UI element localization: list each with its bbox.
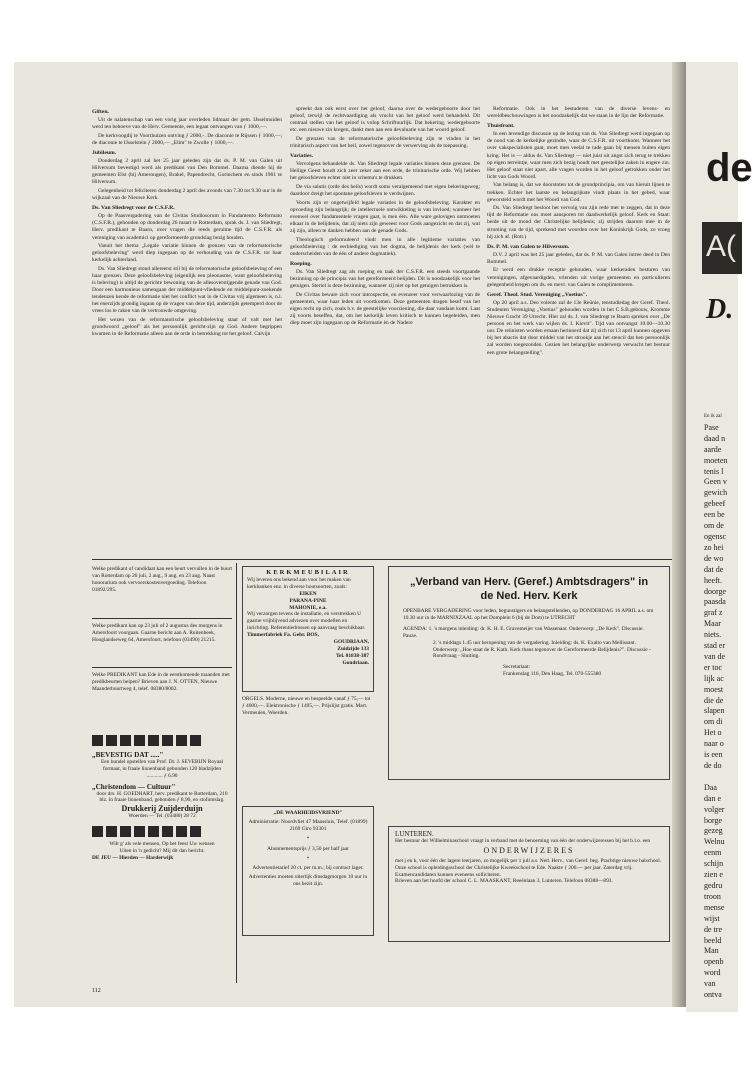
ad-text: ORGELS. Moderne, nieuwe en bespeelde vanaf ƒ 75,— tot ƒ 4000,—. Elektronische ƒ 1495,—. Prijslijst gratis. Mart. Vermeulen, Woerden. xyxy=(242,696,371,716)
text-line: mense xyxy=(704,902,725,912)
text-line: Welnu xyxy=(704,837,725,847)
heading-voetius: Geref. Theol. Stud. Vereniging „Voetius". xyxy=(487,291,588,298)
text-line: En ik zal xyxy=(704,414,722,419)
text-line: de tre xyxy=(704,924,722,934)
paragraph: D.V. 2 april was het 25 jaar geleden, dat ds. P. M. van Galen intree deed in Den Bommel. xyxy=(487,251,670,265)
text-line: Geen v xyxy=(704,477,727,487)
headline-fragment: de xyxy=(706,146,753,190)
text-line: gezeg xyxy=(704,826,723,836)
text-line: moest xyxy=(704,684,724,694)
text-line: zien e xyxy=(704,870,723,880)
ad-subscription: Abonnementsprijs ƒ 3,50 per half jaar xyxy=(267,845,349,852)
ad-orgels xyxy=(242,696,374,717)
ad-text: Brieven aan het hoofd der school C. L. MAASKANT, Reeënlaan 3, Lunteren. Telefoon 08388—893. xyxy=(395,878,613,885)
drukkerij-name: Drukkerij Zuijderduijn xyxy=(121,804,203,814)
ad-text: Het bestuur der Wilhelminaschool vraagt in verband met de benoeming van één der onderwijzeressen bij het b.l.o. een xyxy=(395,837,651,844)
heading-jubileum: Jubileum. xyxy=(92,149,117,156)
text-line: van de xyxy=(704,651,726,661)
paragraph: Reformatie. Ook in het bestuderen van de diverse levens- en wereldbeschouwingen is het noodzakelijk dat we staan in de lijn der Reformatie. xyxy=(487,106,670,120)
heading-giften: Giften. xyxy=(92,109,109,115)
ad-kerkmeubilair xyxy=(242,566,374,692)
text-line: lijk ac xyxy=(704,673,724,683)
text-line: gebeef xyxy=(704,499,726,509)
ad-firm-address: GOUDRIAAN, Zuidzijde 133 Tel. 01838-387 Goudriaan. xyxy=(333,639,369,666)
ad-divider xyxy=(92,667,232,668)
text-line: dat de xyxy=(704,564,724,574)
text-line: word xyxy=(704,968,721,978)
text-line: heeft. xyxy=(704,575,722,585)
ad-title: KERKMEUBILAIR xyxy=(266,569,350,576)
text-line: borge xyxy=(704,815,723,825)
text-line: daad n xyxy=(704,433,726,443)
paragraph: Het wezen van de reformatorische geloofsbeleving staat of valt met het grondwoord „geloof" als het persoonlijk gericht-zijn op God. Andere begrippen kwamen in de Reformatie alleen aan de orde in betrekking tot het geloof. Calvijn xyxy=(92,317,282,338)
ad-admin: Administratie: Noordvliet 47 Maassluis, Telef. (01899) 2169 Giro 93301 xyxy=(248,818,368,832)
ad-lunteren xyxy=(388,826,670,942)
page-gutter xyxy=(672,62,686,1007)
secretariat-label: Secretariaat: xyxy=(503,664,530,671)
text-line: troon xyxy=(704,891,721,901)
ad-verband xyxy=(388,566,670,780)
ad-title: „DE WAARHEIDSVRIEND" xyxy=(273,810,343,816)
text-line: schijn xyxy=(704,859,724,869)
text-line: Pase xyxy=(704,422,719,432)
ad-predikant-2 xyxy=(92,623,232,644)
poem-ad-text: Wilt g' als vele mensen, Op het feest Uw wensen Uiten in 'n gedicht? Mij dit dan bericht. xyxy=(109,841,215,855)
secretariat-address: Frankenslag 116, Den Haag, Tel. 070-555380 xyxy=(503,671,602,678)
paragraph: Gelegenheid tot feliciteren donderdag 2 april des avonds van 7.30 tot 9.30 uur in de wijkzaal van de Nieuwe Kerk. xyxy=(92,187,282,202)
text-line: aarde xyxy=(704,444,722,454)
section-divider xyxy=(92,559,672,560)
text-line: graf z xyxy=(704,608,723,618)
text-line xyxy=(704,772,744,783)
right-page-text-lines xyxy=(704,412,744,1001)
book-title-christendom: „Christendom — Cultuur" xyxy=(92,782,176,791)
paragraph: Ds. Van Sliedregt besloot het vervolg van zijn rede met te zeggen, dat in deze tijd de Reformatie ons moet aansporen tot daadwerkelijk geloof. Kerk en Staat: beide uit de mond der Christelijke belijdenis; zij strijden daarom mee in de stroming van de tijd, sprekend met woorden over het Koninkrijk Gods, zo vroeg hij zich af. (Rott.) xyxy=(487,205,670,240)
paragraph: Theologisch geformuleerd vindt men in alle legitieme variaties van geloofsbeleving : de eerbiediging van het dogma, de belijdenis der kerk (wèl te onderscheiden van de één of andere dogmatiek). xyxy=(290,236,480,257)
text-line: een be xyxy=(704,510,725,520)
decorative-squares xyxy=(92,826,232,837)
ad-title: „Verband van Herv. (Geref.) Ambtsdragers" in de Ned. Herv. Kerk xyxy=(409,576,649,602)
text-line: om de xyxy=(704,521,724,531)
book-title-bevestig: „BEVESTIG DAT ....." xyxy=(92,751,164,759)
text-line: openb xyxy=(704,957,724,967)
paragraph: Ds. Van Sliedregt stond allereerst stil bij de reformatorische geloofsbeleving of een haar grenzen. Deze geloofsbeleving (eigenlijk een pleonasme, want geloofsbeleving is beleving) is altijd de gerichte bewoning van de allesoverstijgende genade van God. Door een harmonieus samengaan der middelpunt-vliedende en middelpunt-zoekende tendenzen kende de reformatie niet het conflict wat in de Civitas vrij algemeen is, n.l. het enerzijds grondig ingaan op de vragen van deze tijd, anderzijds getemperd door de vrees los te raken van de vertrouwde omgeving. xyxy=(92,265,282,315)
ad-text: Wij verzorgen tevens de installatie, en verstrekken U gaarne vrijblijvend adviezen over modellen en inrichting. Referentiedrossen op aanvraag beschikbaar. xyxy=(247,611,366,632)
paragraph: In een levendige discussie op de lezing van ds. Van Sliedregt werd ingegaan op de nood van de kerkelijke gezindte, waar de C.S.F.R. uit voortkomt. Wanneer het over vakspecialisten gaat, moet men veelal te rade gaan bij mensen buiten eigen kring. Het is — aldus ds. Van Sliedregt — niet juist uit angst zich terug te trekken op eigen terreintje, waar men zich bezig houdt met geestelijke zaken in engere zin. Het geloof staat niet apart, alle vragen worden in het geloof getrokken onder het licht van Gods Woord. xyxy=(487,131,670,180)
text-line: zo hei xyxy=(704,542,724,552)
banner-text-fragment: A( xyxy=(706,230,736,263)
text-line: om di xyxy=(704,717,723,727)
text-line: de do xyxy=(704,761,722,770)
text-line: beeld xyxy=(704,935,722,945)
text-line: gedru xyxy=(704,880,723,890)
text-line: Maar xyxy=(704,619,721,629)
heading-variaties: Variaties. xyxy=(290,153,314,160)
text-line: tenis l xyxy=(704,466,724,476)
paragraph: Vervolgens behandelde ds. Van Sliedregt legale variaties binnen deze grenzen. De Heilige Geest houdt zich zeer zeker aan een orde, de trinitarische orde. Wij hebben het geloofsleven echter niet in schema's te drukken. xyxy=(290,161,480,182)
article-column-1 xyxy=(92,106,282,340)
paragraph: Op 20 april a.s. Deo volente zal de 13e Reünie, tenstudiedag der Geref. Theol. Studenten Vereniging „Voetius" gehouden worden in het C.S.B.gebouw, Kromme Nieuwe Gracht 39 Utrecht. Hier zal ds. J. van Sliedregt te Baarn spreken over „De persoon en het werk van wijlen ds. I. Kievit". Tijd van ontvangst 10.00—10.30 uur. De reünisten worden ernaan herinnerd dat zij zich tot 13 april kunnen opgeven bij het abactis dat door middel van het strookje aan het stencil dat hen persoonlijk zal worden toegezonden. Gezien het belangrijke onderwerp verwacht het bestuur een grote belangstelling". xyxy=(487,299,670,356)
text-line: moeten xyxy=(704,455,728,465)
text-line: naar o xyxy=(704,739,724,749)
text-line: van xyxy=(704,979,716,989)
decorative-squares xyxy=(92,735,232,746)
ad-waarheidsvriend: „DE WAARHEIDSVRIEND" Administratie: Noordvliet 47 Maassluis, Telef. (01899) 2169 Giro 93301 * Abonnementsprijs ƒ 3,50 per half jaar * Advertentietarief 20 ct. per m.m.; bij contract lager. Advertenties moeten uiterlijk dinsdagmorgen 10 uur in ons bezit zijn. xyxy=(242,806,374,936)
paragraph: Donderdag 2 april zal het 25 jaar geleden zijn dat ds. P. M. van Galen uit Hilversum bevestigd werd als predikant van Den Bommel. Daarna diende hij de gemeenten Elst (bij Amerongen), Brakel, Papendrecht, Gorinchem en sinds 1961 te Hilversum. xyxy=(92,158,282,186)
ad-text: met j en k, voor één der lagere leerjaren, zo mogelijk per 1 juli a.s. Ned. Herv., van Geref. beg. Prachtige nieuwe halschool. Onze school is opleidingsschool der Christelijke Kweekschool te Ede. Naakte ƒ 200.— per jaar. Zaterdag vrij. Examencandidaten kunnen eveneens solliciteren. xyxy=(395,857,662,878)
text-line: niets. xyxy=(704,630,722,640)
heading-van-sliedregt: Ds. Van Sliedregt voor de C.S.F.R. xyxy=(92,205,175,212)
paragraph: Uit de nalatenschap van een vorig jaar overleden lidmaat der gem. IJsselmuiden werd ten behoeve van de Herv. Gemeente, een legaat ontvangen van ƒ 1000,—. xyxy=(92,117,282,131)
text-line: de wo xyxy=(704,553,724,563)
text-line: dan e xyxy=(704,793,722,803)
ad-text: Welke predikant of candidaat kan een beurt vervullen in de buurt van Rotterdam op 26 juli, 2 aug., 9 aug. en 23 aug. Naast honorarium ook vervoerskostenvergoeding. Telefoon 01892/295. xyxy=(92,566,232,593)
ad-predikant-3 xyxy=(92,672,232,693)
text-line: Het o xyxy=(704,728,722,738)
ad-predikant-1 xyxy=(92,566,232,594)
text-line: wijst xyxy=(704,913,720,923)
poem-ad-signature: DE JEU — Hierden — Harderwijk xyxy=(92,854,174,861)
text-line: slapen xyxy=(704,706,725,716)
paragraph: Er werd een drukke receptie gehouden, waar kerkeraden besturen van verenigingen, afgevaardigden, vrienden uit vorige gemeenten en particulieren gelegenheid kregen om ds. en mevr. van Galen te complimenteren. xyxy=(487,267,670,288)
paragraph: Van belang is, dat we doorstoten tot de grondprincipia, om van hieruit lijnen te trekken. Echter het laatste en belangrijkste vindt plaats in het gebed, waar geworsteld wordt met het Woord van God. xyxy=(487,182,670,203)
paragraph: Ds. Van Sliedregt zag als roeping en taak der C.S.F.R. een steeds voortgaande bezinning op de principia van het gereformeerd belijden. Dit is noodzakelijk voor het getuigen. Steriel is deze bezinning, wanneer zij niet op het getuigen betrokken is. xyxy=(290,268,480,290)
paragraph: Voorts zijn er ongetwijfeld legale variaties in de geloofsbeleving. Karakter en opvoeding zijn belangrijk; de intellectuele ontwikkeling is van invloed; wanneer het evenwel over fundamentele vragen gaat, is men één. Alle ware gelovigen ontmoeten elkaar in de belijdenis, dat zij niets zijn geweest voor Gods aangezicht en dat zij, wat zij zijn, alleen te danken hebben aan de genade Gods. xyxy=(290,199,480,234)
ad-wood-list: EIKEN PARANA-PINE MAHONIE, e.a. xyxy=(289,590,327,611)
ad-text: Welke predikant kan op 23 juli of 2 augustus des morgens in Amersfoort voorgaan. Gaarne bericht aan A. Ruitenbeek, Hooglandseweg 64, Amersfoort, telefoon (03490) 21215. xyxy=(92,623,223,643)
text-line: paasda xyxy=(704,597,726,607)
heading-roeping: Roeping. xyxy=(290,260,312,267)
paragraph: De Civitas beware zich voor introspectie, en evenzeer voor verwaarlozing van de gemeenten, waar haar leden uit voortkomen. Deze gemeenten dragen besef van het eigen recht op zich, zoals b.v. de geestelijke voorziening, die daar vandaan komt. Laat zij voorts beseffen, dat, om het kerkelijk leven kritisch te kunnen begeleiden, men diep moet zijn ingegaan op de Reformatie èn de Nadere xyxy=(290,291,480,327)
ad-job-title: ONDERWIJZERES xyxy=(483,845,575,855)
text-line: er toc xyxy=(704,662,722,672)
agenda-item-1: AGENDA: 1. 's morgens inleiding: dr. K. H. E. Gravemeijer van Wassenaar. Onderwerp: „De Kerk". Discussie. Pauze. xyxy=(403,625,644,639)
ad-deadline: Advertenties moeten uiterlijk dinsdagmorgen 10 uur in ons bezit zijn. xyxy=(248,874,368,888)
article-column-3 xyxy=(487,106,670,358)
ad-bookshop xyxy=(92,732,232,862)
text-line: ogensc xyxy=(704,531,727,541)
drukkerij-address: Woerden — Tel. (03480) 28 72 xyxy=(128,813,196,820)
text-line: eenm xyxy=(704,848,722,858)
article-column-2 xyxy=(290,106,480,329)
paragraph: De kerkvoogdij te Voorthuizen ontving ƒ 2000,-. De diaconie te Rijssen ƒ 1000,—; de diaconie te IJsselstein ƒ 2000,— „Elim" te Zwolle ƒ 1000,—. xyxy=(92,132,282,146)
paragraph: De via salutis (orde des heils) wordt soms veralgemeend met eigen bekeringsweg; daardoor dreigt het spontane geloofsleven te verdwijnen. xyxy=(290,183,480,198)
script-headline-fragment: D. xyxy=(706,294,734,325)
ad-firm: Timmerfabriek Fa. Gebr. BOS, xyxy=(247,632,319,639)
column-divider xyxy=(236,563,237,983)
agenda-item-2: 2. 's middags 1.45 uur heropening van de vergadering. Inleiding: ds. K. Exalto van Mellissant. Onderwerp: „Hoe staat de R. Kath. Kerk thans tegenover de Gereformeerde Belijdenis?". Discussie - Rondvraag - Sluiting. xyxy=(433,639,651,660)
book-text-christendom: door drs. H. GOEDHART, herv. predikant te Rotterdam, 210 blz. in fraaie linnenband, gebonden ƒ 8,90, en stofomslag. xyxy=(96,790,228,804)
text-line: volger xyxy=(704,804,725,814)
ad-divider xyxy=(92,618,232,619)
text-line: ontva xyxy=(704,990,722,1000)
heading-thuisfront: Thuisfront. xyxy=(487,123,515,130)
text-line: stad er xyxy=(704,641,726,651)
ad-place: LUNTEREN. xyxy=(395,830,434,838)
heading-van-galen: Ds. P. M. van Galen te Hilversum. xyxy=(487,243,570,250)
ad-intro: OPENBARE VERGADERING voor leden, begunstigers en belangstellenden, op DONDERDAG 16 APRIL a.s. om 10.30 uur in de MARNIXZAAL op het Domplein 6 (bij de Dom) te UTRECHT xyxy=(403,608,654,621)
ad-text: Wij leveren ons bekend aan voor het maken van kerkbanken enz. in diverse houtsoorten, zoals: xyxy=(247,576,351,590)
paragraph: spreekt dan ook eerst over het geloof, daarna over de wedergeboorte door het geloof, terwijl de rechtvaardiging als vrucht van het geloof werd behandeld. Dit centraal stellen van het geloof is volop Schriftuurlijk. Dat bekering, wedergeboorte etc. een nieuwe zin kregen, dankt men aan een devaluatie van het woord geloof. xyxy=(290,106,480,134)
text-line: gewich xyxy=(704,488,728,498)
page-number: 112 xyxy=(92,988,101,994)
ad-advert-rate: Advertentietarief 20 ct. per m.m.; bij contract lager. xyxy=(252,865,364,872)
text-line: die de xyxy=(704,695,724,705)
ad-text: Welke PREDIKANT kan Ede in de eerstkomende maanden met predikbeurten helpen? Brieven aan J. N. OTTEN, Nieuwe Maanderbuurtweg 4, telef. 08380/8002. xyxy=(92,672,230,692)
right-page xyxy=(686,62,753,1012)
text-line: Daa xyxy=(704,782,717,792)
text-line: Man xyxy=(704,946,719,956)
paragraph: De grenzen van de reformatorische geloofsbeleving zijn te vinden in het trinitarisch aspect van het heil, zowel tegenover de verwerving als de toepassing. xyxy=(290,135,480,149)
paragraph: Vanuit het thema „Legale variatie binnen de grenzen van de reformatorische geloofsbeleving" werd diep ingegaan op de verhouding van de C.S.F.R. tot haar kerkelijk achterland. xyxy=(92,243,282,264)
book-text-bevestig: Een bundel opstellen van Prof. Dr. J. SEVERIJN Royaal formaat, in fraaie linnenband gebonden 120 bladzijden ............ ƒ 6.90 xyxy=(100,758,224,779)
paragraph: Op de Paasvergadering van de Civitas Studiosorum in Fundamento Reformato (C.S.F.R.), gehouden op donderdag 26 maart te Rotterdam, sprak ds. J. van Sliedregt, Herv. predikant te Baarn, over vragen die reeds geruime tijd de C.S.F.R. als vereniging van academici op gereformeerde grondslag bezig houden. xyxy=(92,213,282,241)
text-line: is een xyxy=(704,750,723,760)
text-line: doorge xyxy=(704,586,727,596)
